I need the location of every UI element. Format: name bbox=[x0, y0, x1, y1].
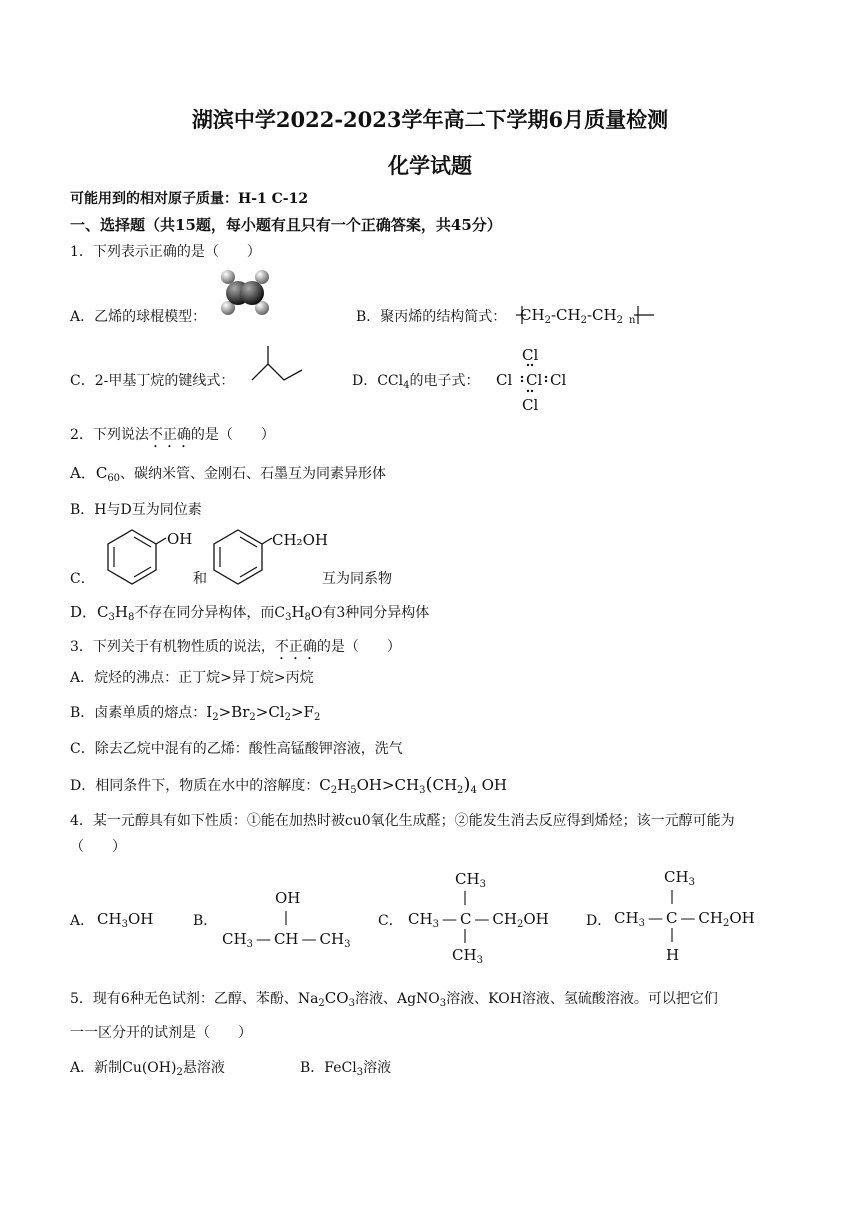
halogen-order: $I_2>Br_2>Cl_2>F_2$ bbox=[206, 703, 321, 723]
q2-a-post: 、碳纳米管、金刚石、石墨互为同素异形体 bbox=[120, 466, 387, 482]
q4-stem-line1: 4．某一元醇具有如下性质：①能在加热时被cu0氧化生成醛；②能发生消去反应得到烯烃；该一元醇可能为 bbox=[70, 813, 735, 829]
f-sub: 3 bbox=[476, 955, 483, 966]
atomic-mass-note: 可能用到的相对原子质量：H-1 C-12 bbox=[70, 191, 309, 207]
f-sub: 3 bbox=[432, 919, 439, 930]
q4-option-a-label: A． bbox=[70, 913, 95, 929]
f-ch: CH bbox=[273, 930, 299, 948]
q4c-bond-bottom bbox=[463, 929, 467, 945]
q2-d-post: O有3种同分异构体 bbox=[310, 605, 430, 621]
q2-option-b: B．H与D互为同位素 bbox=[70, 502, 202, 518]
exam-subtitle: 化学试题 bbox=[388, 153, 472, 178]
q3-stem bbox=[70, 638, 401, 663]
q3-stem-b: 的是（ ） bbox=[316, 639, 401, 655]
q1-stem: 1．下列表示正确的是（ ） bbox=[70, 244, 261, 260]
q5-d: 溶液、KOH溶液、氢硫酸溶液。可以把它们 bbox=[446, 991, 718, 1007]
q5-b: CO bbox=[324, 989, 349, 1007]
benzyl-alcohol-structure bbox=[206, 524, 276, 586]
phenol-oh-label: OH bbox=[167, 530, 193, 548]
q2-d-s2: 8 bbox=[127, 612, 135, 623]
q4c-top-ch3 bbox=[455, 870, 486, 890]
q2-option-d bbox=[70, 603, 429, 627]
formula-sub: 2 bbox=[544, 315, 551, 326]
q4c-bond-top bbox=[463, 891, 467, 907]
q5-b-sub: 3 bbox=[356, 1067, 364, 1078]
f-ch: CH bbox=[319, 930, 345, 948]
q5-a-post: 悬溶液 bbox=[182, 1060, 225, 1076]
q2-d-pre: D．C bbox=[70, 603, 109, 621]
q4d-bond-top bbox=[670, 890, 674, 906]
benzyl-ch2oh-label: CH₂OH bbox=[272, 531, 328, 549]
solubility-order: $C_2H_5OH>CH_3(CH_2)_4$ OH bbox=[319, 774, 507, 796]
f-ch: CH bbox=[698, 909, 723, 927]
q2-option-c-tail: 互为同系物 bbox=[322, 571, 392, 587]
q5-s1: 2 bbox=[318, 998, 325, 1009]
q4-option-d-label: D． bbox=[586, 913, 612, 929]
q4-stem-line2: （ ） bbox=[70, 839, 126, 855]
q2-d-m2: 不存在同分异构体，而C bbox=[134, 605, 286, 621]
f-sub: 3 bbox=[638, 918, 645, 929]
ccl4-cl-left: Cl bbox=[496, 371, 513, 389]
q2-d-s1: 3 bbox=[108, 612, 115, 623]
q5-stem-line1 bbox=[70, 989, 718, 1013]
q2-stem bbox=[70, 426, 275, 451]
f-oh: OH bbox=[523, 910, 549, 928]
q5-stem-line2: 一一区分开的试剂是（ ） bbox=[70, 1025, 252, 1041]
f-sub: 3 bbox=[479, 879, 486, 890]
q4c-bottom-ch3 bbox=[452, 946, 483, 966]
q1-option-d bbox=[352, 372, 480, 395]
q5-a-pre: A．新制Cu(OH) bbox=[70, 1060, 177, 1076]
q3-stem-a: 3．下列关于有机物性质的说法， bbox=[70, 639, 275, 655]
q2-option-a bbox=[70, 464, 386, 488]
ethylene-ball-stick-model bbox=[218, 268, 274, 318]
q2-d-s4: 8 bbox=[304, 612, 311, 623]
f-sub: 3 bbox=[688, 877, 695, 888]
f-c: C bbox=[665, 909, 678, 927]
phenol-structure bbox=[100, 524, 170, 586]
ccl4-cl-top: Cl bbox=[522, 346, 539, 364]
q3-b-pre: B．卤素单质的熔点： bbox=[70, 705, 207, 721]
q5-c: 溶液、AgNO bbox=[354, 991, 440, 1007]
q4c-chain: $CH_3$ — C — $CH_2OH$ bbox=[408, 910, 549, 930]
q4d-bond-bottom bbox=[670, 928, 674, 944]
q5-s3: 3 bbox=[439, 998, 447, 1009]
polymer-brackets bbox=[516, 304, 656, 328]
f-sub: 2 bbox=[722, 918, 730, 929]
q2-a-sub: 60 bbox=[107, 473, 121, 484]
polymer-n: n bbox=[628, 315, 636, 326]
q3-d-pre: D．相同条件下，物质在水中的溶解度： bbox=[70, 778, 320, 794]
q2-stem-a: 2．下列说法 bbox=[70, 427, 149, 443]
q4d-top-ch3 bbox=[664, 868, 695, 888]
ccl4-cl-center: Cl bbox=[526, 371, 543, 389]
q3-option-d bbox=[70, 776, 507, 800]
formula-sub: 2 bbox=[616, 315, 623, 326]
q5-b-pre: B．FeCl bbox=[300, 1060, 357, 1076]
ccl4-cl-bottom: Cl bbox=[522, 396, 539, 414]
q5-option-a bbox=[70, 1059, 225, 1082]
f-sub: 2 bbox=[516, 919, 524, 930]
f-sub: 3 bbox=[121, 919, 128, 930]
q4b-bond bbox=[284, 911, 288, 927]
q4d-bottom-h: H bbox=[666, 946, 680, 964]
f-ch: CH bbox=[455, 870, 480, 888]
q3-stem-emph: 不正确 bbox=[274, 639, 317, 655]
q4-option-b-label: B． bbox=[193, 913, 218, 929]
q1-option-c: C．2-甲基丁烷的键线式： bbox=[70, 373, 235, 389]
f-ch: CH bbox=[492, 910, 517, 928]
f-ch: CH bbox=[664, 868, 689, 886]
formula-part: -CH bbox=[550, 306, 581, 324]
q3-option-c: C．除去乙烷中混有的乙烯：酸性高锰酸钾溶液，洗气 bbox=[70, 741, 403, 757]
q1-option-b: B．聚丙烯的结构简式： bbox=[356, 309, 507, 325]
q4d-chain: $CH_3$ — C — $CH_2OH$ bbox=[614, 909, 755, 929]
q1-d-post: 的电子式： bbox=[409, 373, 480, 389]
q1-d-sub: 4 bbox=[403, 380, 410, 391]
q1-d-pre: D．CCl bbox=[352, 373, 404, 389]
ccl4-cl-right: Cl bbox=[550, 371, 567, 389]
f-sub: 3 bbox=[246, 939, 253, 950]
q4b-chain: $CH_3$ — CH — $CH_3$ bbox=[222, 930, 351, 950]
f-oh: OH bbox=[127, 910, 154, 928]
q4b-oh: OH bbox=[275, 889, 301, 907]
formula-part: CH bbox=[520, 306, 545, 324]
section-heading: 一、选择题（共15题，每小题有且只有一个正确答案，共45分） bbox=[70, 216, 502, 234]
q4-option-c-label: C． bbox=[378, 913, 403, 929]
q5-a: 5．现有6种无色试剂：乙醇、苯酚、Na bbox=[70, 991, 319, 1007]
f-ch: CH bbox=[614, 909, 639, 927]
q2-stem-emph: 不正确 bbox=[148, 427, 191, 443]
q5-a-sub: 2 bbox=[176, 1067, 183, 1078]
f-oh: OH bbox=[729, 909, 755, 927]
formula-sub: 2 bbox=[580, 315, 587, 326]
q2-stem-b: 的是（ ） bbox=[190, 427, 275, 443]
q5-option-b bbox=[300, 1059, 391, 1082]
q3-option-b bbox=[70, 703, 320, 727]
f-ch: CH bbox=[222, 930, 247, 948]
q2-option-c-and: 和 bbox=[193, 571, 207, 587]
q2-d-m3: H bbox=[291, 603, 305, 621]
methanol-formula bbox=[97, 910, 153, 930]
f-ch: CH bbox=[97, 910, 122, 928]
q3-option-a: A．烷烃的沸点：正丁烷>异丁烷>丙烷 bbox=[70, 670, 314, 686]
q2-a-pre: A．C bbox=[70, 464, 108, 482]
formula-part: -CH bbox=[586, 306, 617, 324]
q5-s2: 3 bbox=[348, 998, 355, 1009]
f-sub: 3 bbox=[344, 939, 351, 950]
exam-title: 湖滨中学2022-2023学年高二下学期6月质量检测 bbox=[191, 107, 669, 132]
f-ch: CH bbox=[452, 946, 477, 964]
q2-d-s3: 3 bbox=[285, 612, 292, 623]
q1-option-a: A．乙烯的球棍模型： bbox=[70, 309, 207, 325]
f-c: C bbox=[459, 910, 472, 928]
q5-b-post: 溶液 bbox=[363, 1060, 392, 1076]
methylbutane-skeletal-formula bbox=[250, 344, 310, 384]
f-ch: CH bbox=[408, 910, 433, 928]
q2-option-c-label: C． bbox=[70, 571, 95, 587]
q2-d-m1: H bbox=[114, 603, 128, 621]
electron-dots bbox=[516, 362, 566, 402]
